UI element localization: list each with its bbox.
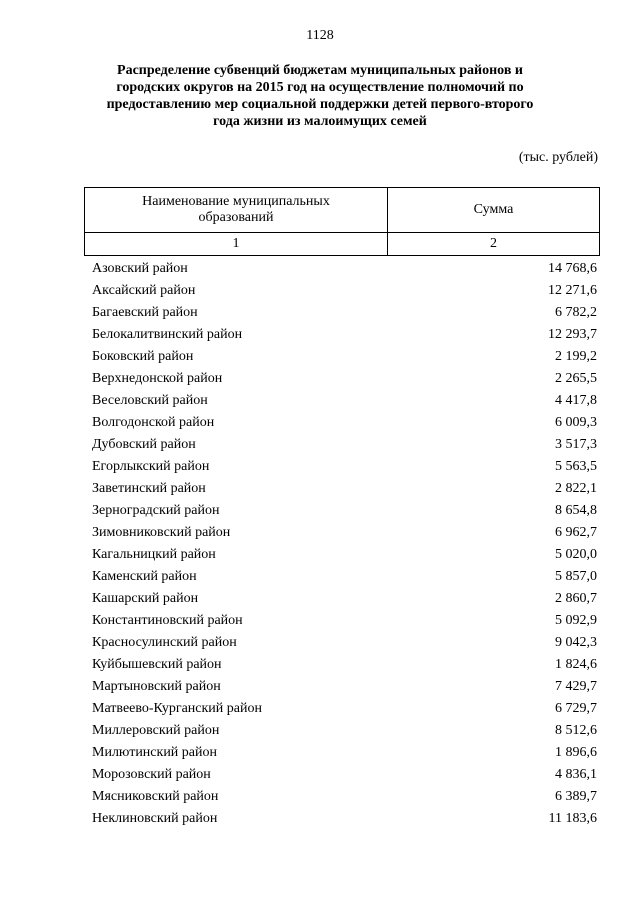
district-name: Мартыновский район [92, 679, 221, 694]
table-row [84, 412, 600, 434]
district-name: Константиновский район [92, 613, 243, 628]
district-name: Заветинский район [92, 481, 206, 496]
district-amount: 1 824,6 [555, 657, 597, 672]
column-header-name [85, 188, 388, 233]
district-name: Куйбышевский район [92, 657, 222, 672]
table-row [84, 654, 600, 676]
column-header-name-line: Наименование муниципальных [142, 194, 330, 209]
column-header-name-line: образований [198, 210, 274, 225]
district-amount: 2 860,7 [555, 591, 597, 606]
table-row [84, 720, 600, 742]
district-amount: 5 857,0 [555, 569, 597, 584]
table-row [84, 676, 600, 698]
district-name: Зимовниковский район [92, 525, 231, 540]
district-name: Боковский район [92, 349, 194, 364]
district-name: Каменский район [92, 569, 197, 584]
table-row [84, 434, 600, 456]
district-amount: 2 265,5 [555, 371, 597, 386]
district-amount: 11 183,6 [548, 811, 597, 826]
table-body [84, 258, 600, 830]
district-amount: 4 836,1 [555, 767, 597, 782]
table-row [84, 632, 600, 654]
district-amount: 12 271,6 [548, 283, 597, 298]
district-name: Белокалитвинский район [92, 327, 243, 342]
title-line: городских округов на 2015 год на осуществление полномочий по [116, 80, 524, 95]
district-amount: 8 654,8 [555, 503, 597, 518]
district-amount: 14 768,6 [548, 261, 597, 276]
district-amount: 12 293,7 [548, 327, 597, 342]
district-name: Веселовский район [92, 393, 208, 408]
district-name: Верхнедонской район [92, 371, 223, 386]
district-amount: 2 199,2 [555, 349, 597, 364]
district-amount: 4 417,8 [555, 393, 597, 408]
table-row [84, 742, 600, 764]
district-name: Зерноградский район [92, 503, 220, 518]
table-row [84, 390, 600, 412]
column-header-sum: Сумма [388, 188, 600, 233]
district-name: Милютинский район [92, 745, 218, 760]
district-name: Миллеровский район [92, 723, 220, 738]
table-row [84, 324, 600, 346]
table-row [84, 346, 600, 368]
district-name: Кашарский район [92, 591, 199, 606]
table-row [84, 808, 600, 830]
table-row [84, 566, 600, 588]
district-amount: 5 092,9 [555, 613, 597, 628]
district-amount: 9 042,3 [555, 635, 597, 650]
district-name: Азовский район [92, 261, 188, 276]
table-row [84, 588, 600, 610]
district-name: Кагальницкий район [92, 547, 216, 562]
page-number: 1128 [306, 28, 334, 43]
table-row [84, 478, 600, 500]
title-line: предоставлению мер социальной поддержки детей первого-второго [106, 97, 534, 112]
table-row [84, 610, 600, 632]
district-amount: 1 896,6 [555, 745, 597, 760]
district-amount: 5 563,5 [555, 459, 597, 474]
document-title [100, 62, 540, 130]
table-row [84, 368, 600, 390]
district-name: Волгодонской район [92, 415, 215, 430]
district-amount: 6 389,7 [555, 789, 597, 804]
district-amount: 6 729,7 [555, 701, 597, 716]
district-name: Аксайский район [92, 283, 196, 298]
column-number: 2 [388, 233, 600, 256]
table-row [84, 522, 600, 544]
district-amount: 5 020,0 [555, 547, 597, 562]
table-header [84, 187, 600, 256]
district-amount: 3 517,3 [555, 437, 597, 452]
district-name: Дубовский район [92, 437, 196, 452]
title-line: Распределение субвенций бюджетам муниципальных районов и [117, 63, 523, 78]
table-row [84, 302, 600, 324]
district-name: Багаевский район [92, 305, 198, 320]
title-line: года жизни из малоимущих семей [213, 114, 427, 129]
district-amount: 6 009,3 [555, 415, 597, 430]
district-amount: 2 822,1 [555, 481, 597, 496]
district-name: Мясниковский район [92, 789, 219, 804]
district-name: Неклиновский район [92, 811, 218, 826]
table-row [84, 698, 600, 720]
table-row [84, 500, 600, 522]
table-row [84, 764, 600, 786]
table-row [84, 456, 600, 478]
district-name: Матвеево-Курганский район [92, 701, 262, 716]
unit-label: (тыс. рублей) [518, 150, 598, 165]
table-row [84, 258, 600, 280]
table-row [84, 786, 600, 808]
district-name: Морозовский район [92, 767, 211, 782]
table-row [84, 280, 600, 302]
district-name: Красносулинский район [92, 635, 237, 650]
table-row [84, 544, 600, 566]
district-amount: 8 512,6 [555, 723, 597, 738]
district-name: Егорлыкский район [92, 459, 210, 474]
district-amount: 6 962,7 [555, 525, 597, 540]
district-amount: 6 782,2 [555, 305, 597, 320]
district-amount: 7 429,7 [555, 679, 597, 694]
column-number: 1 [85, 233, 388, 256]
